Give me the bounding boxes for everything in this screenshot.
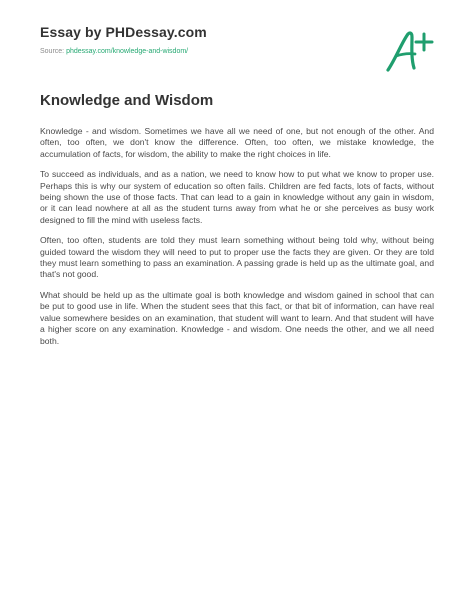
essay-paragraph: To succeed as individuals, and as a nation, we need to know how to put what we know to proper use. Perhaps this is why our system of education so often fails. Children are fed facts, lots of facts, without being shown the use of those facts. That can lead to a gain in knowledge without any gain in wisdom, or it can lead nowhere at all as the student turns away from what he or she perceives as busy work designed to fill the mind with useless facts. — [40, 169, 434, 225]
page-header — [40, 24, 434, 55]
a-plus-logo-icon — [384, 28, 434, 74]
source-label: Source: — [40, 48, 67, 55]
essay-title: Knowledge and Wisdom — [40, 92, 214, 109]
source-line — [40, 48, 434, 55]
essay-paragraph: What should be held up as the ultimate goal is both knowledge and wisdom gained in school that can be put to good use in life. When the student sees that this fact, or that bit of information, can have real value somewhere besides on an examination, that student will want to learn. And that student will have a higher score on any examination. Knowledge - and wisdom. One needs the other, and we all need both. — [40, 289, 434, 346]
essay-paragraph: Knowledge - and wisdom. Sometimes we have all we need of one, but not enough of the other. And often, too often, we don't know the difference. Often, too often, we mistake knowledge, the accumulation of facts, for wisdom, the ability to make the right choices in life. — [40, 126, 434, 159]
brand-title: Essay by PHDessay.com — [40, 24, 207, 40]
source-link[interactable]: phdessay.com/knowledge-and-wisdom/ — [66, 48, 189, 55]
essay-body — [40, 126, 434, 356]
essay-paragraph: Often, too often, students are told they must learn something without being told why, without being guided toward the wisdom they will need to put to proper use the facts they are given. Or they are told they must learn something to pass an examination. A passing grade is held up as the ultimate goal, and that's not good. — [40, 235, 434, 280]
